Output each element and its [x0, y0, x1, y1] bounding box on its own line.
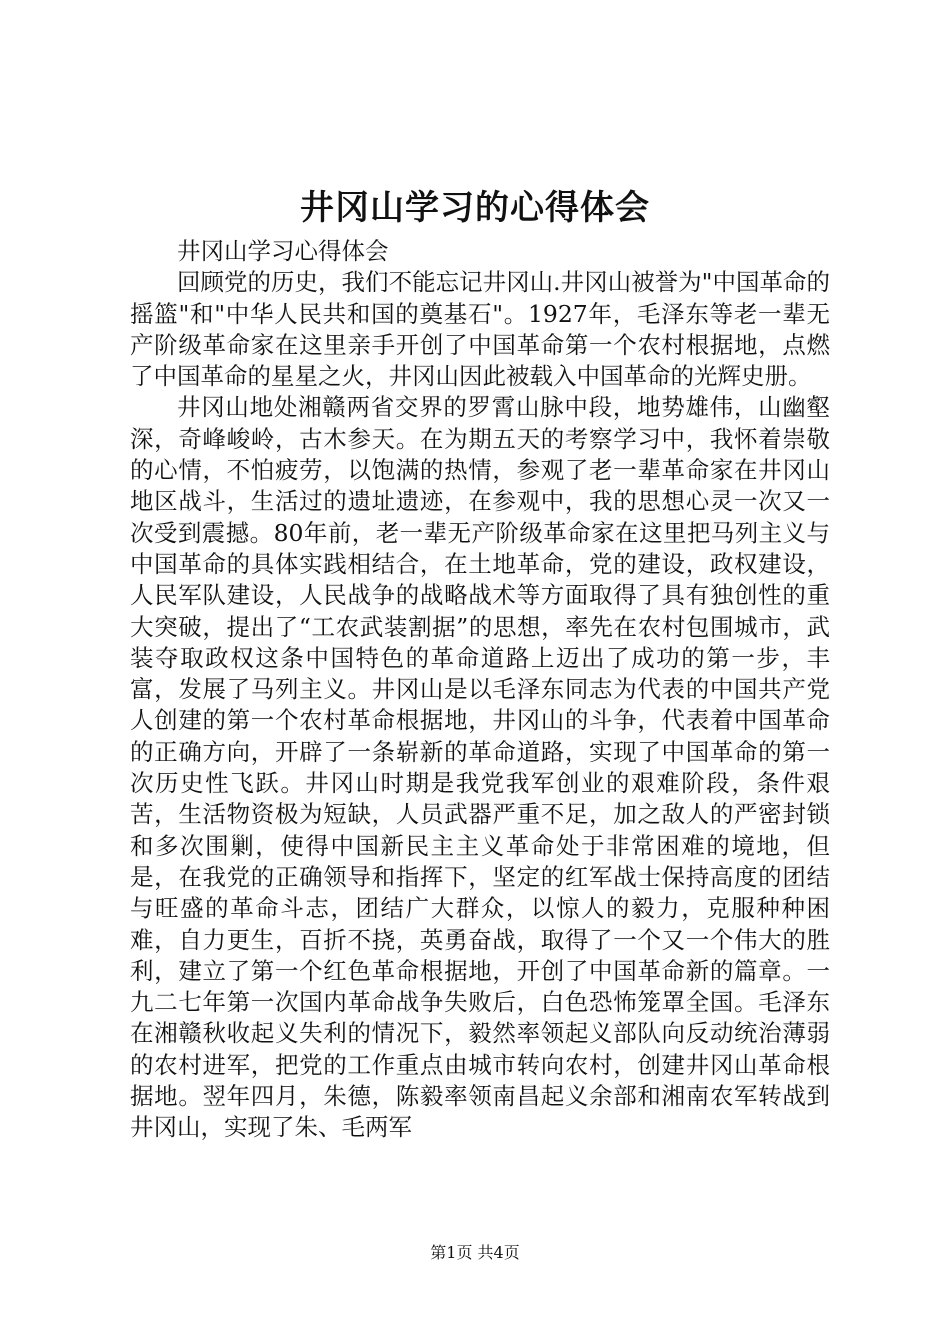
page-footer: 第1页 共4页: [430, 1243, 520, 1262]
paragraph-1: 回顾党的历史，我们不能忘记井冈山.井冈山被誉为"中国革命的摇篮"和"中华人民共和国的奠基石"。1927年，毛泽东等老一辈无产阶级革命家在这里亲手开创了中国革命第一个农村根据地，点燃了中国革命的星星之火，井冈山因此被载入中国革命的光辉史册。: [130, 268, 830, 391]
paragraph-subtitle: 井冈山学习心得体会: [177, 237, 389, 265]
document-body: [130, 236, 830, 1144]
paragraph-2: 井冈山地处湘赣两省交界的罗霄山脉中段，地势雄伟，山幽壑深，奇峰峻岭，古木参天。在为期五天的考察学习中，我怀着崇敬的心情，不怕疲劳，以饱满的热情，参观了老一辈革命家在井冈山地区战斗，生活过的遗址遗迹，在参观中，我的思想心灵一次又一次受到震撼。80年前，老一辈无产阶级革命家在这里把马列主义与中国革命的具体实践相结合，在土地革命，党的建设，政权建设，人民军队建设，人民战争的战略战术等方面取得了具有独创性的重大突破，提出了“工农武装割据”的思想，率先在农村包围城市，武装夺取政权这条中国特色的革命道路上迈出了成功的第一步，丰富，发展了马列主义。井冈山是以毛泽东同志为代表的中国共产党人创建的第一个农村革命根据地，井冈山的斗争，代表着中国革命的正确方向，开辟了一条崭新的革命道路，实现了中国革命的第一次历史性飞跃。井冈山时期是我党我军创业的艰难阶段，条件艰苦，生活物资极为短缺，人员武器严重不足，加之敌人的严密封锁和多次围剿，使得中国新民主主义革命处于非常困难的境地，但是，在我党的正确领导和指挥下，坚定的红军战士保持高度的团结与旺盛的革命斗志，团结广大群众，以惊人的毅力，克服种种困难，自力更生，百折不挠，英勇奋战，取得了一个又一个伟大的胜利，建立了第一个红色革命根据地，开创了中国革命新的篇章。一九二七年第一次国内革命战争失败后，白色恐怖笼罩全国。毛泽东在湘赣秋收起义失利的情况下，毅然率领起义部队向反动统治薄弱的农村进军，把党的工作重点由城市转向农村，创建井冈山革命根据地。翌年四月，朱德，陈毅率领南昌起义余部和湘南农军转战到井冈山，实现了朱、毛两军: [130, 393, 830, 1142]
document-title: 井冈山学习的心得体会: [300, 188, 650, 228]
